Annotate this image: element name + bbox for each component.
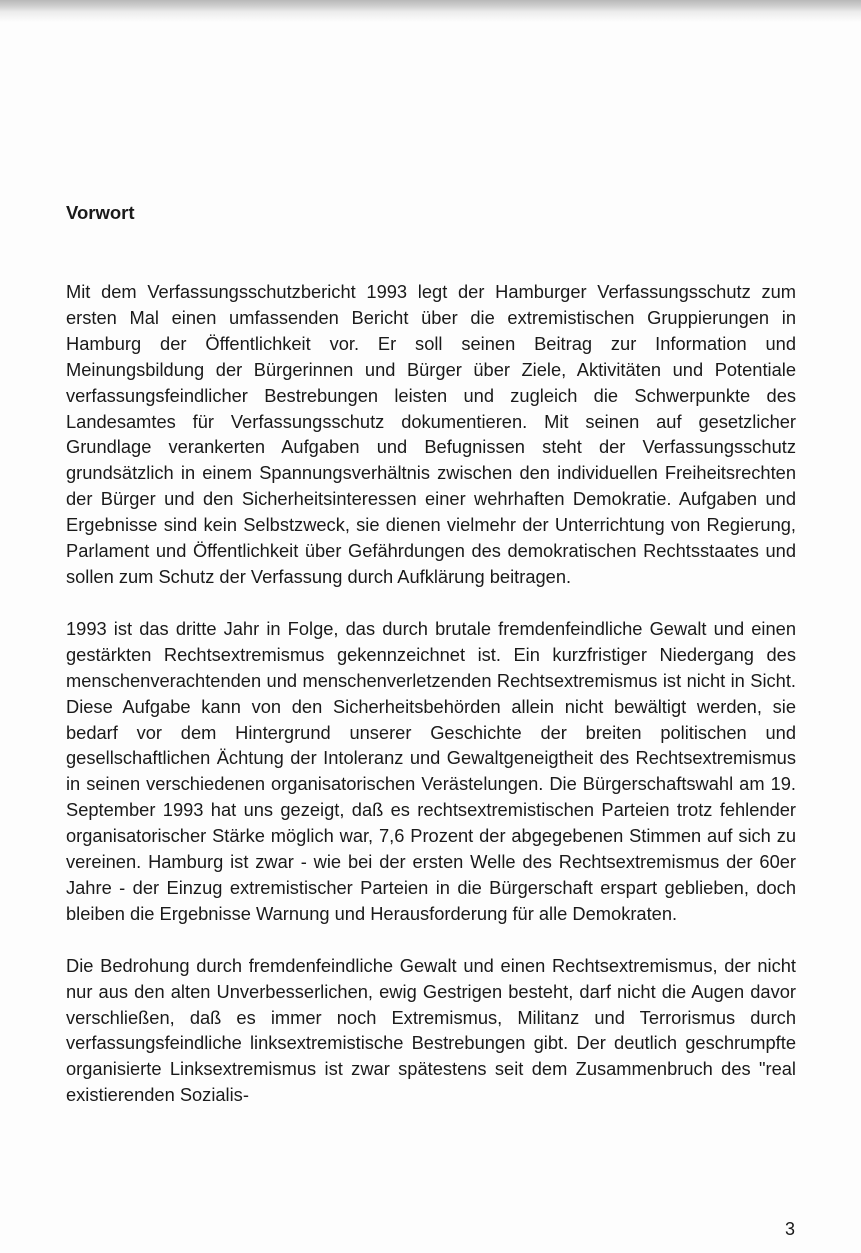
page-number: 3: [784, 1219, 795, 1239]
paragraph-3: Die Bedrohung durch fremdenfeindliche Gewalt und einen Rechtsextremismus, der nicht nur aus den alten Unverbesserlichen, ewig Gestrigen besteht, darf nicht die Augen davor verschließen, daß es immer noch Extremismus, Militanz und Terrorismus durch verfassungsfeindliche linksextremistische Bestrebungen gibt. Der deutlich geschrumpfte organisierte Linksextremismus ist zwar spätestens seit dem Zusammenbruch des "real existierenden Sozialis-: [66, 954, 796, 1106]
paragraph-2: 1993 ist das dritte Jahr in Folge, das durch brutale fremdenfeindliche Gewalt und einen gestärkten Rechtsextremismus gekennzeichnet ist. Ein kurzfristiger Niedergang des menschenverachtenden und menschenverletzenden Rechtsextremismus ist nicht in Sicht. Diese Aufgabe kann von den Sicherheitsbehörden allein nicht bewältigt werden, sie bedarf vor dem Hintergrund unserer Geschichte der breiten politischen und gesellschaftlichen Ächtung der Intoleranz und Gewaltgeneigtheit des Rechtsextremismus in seinen verschiedenen organisatorischen Verästelungen. Die Bürgerschaftswahl am 19. September 1993 hat uns gezeigt, daß es rechtsextremistischen Parteien trotz fehlender organisatorischer Stärke möglich war, 7,6 Prozent der abgegebenen Stimmen auf sich zu vereinen. Hamburg ist zwar - wie bei der ersten Welle des Rechtsextremismus der 60er Jahre - der Einzug extremistischer Parteien in die Bürgerschaft erspart geblieben, doch bleiben die Ergebnisse Warnung und Herausforderung für alle Demokraten.: [66, 617, 796, 924]
body-text: [66, 279, 796, 1134]
paragraph-1: Mit dem Verfassungsschutzbericht 1993 legt der Hamburger Verfassungsschutz zum ersten Mal einen umfassenden Bericht über die extremistischen Gruppierungen in Hamburg der Öffentlichkeit vor. Er soll seinen Beitrag zur Information und Meinungsbildung der Bürgerinnen und Bürger über Ziele, Aktivitäten und Potentiale verfassungsfeindlicher Bestrebungen leisten und zugleich die Schwerpunkte des Landesamtes für Verfassungsschutz dokumentieren. Mit seinen auf gesetzlicher Grundlage verankerten Aufgaben und Befugnissen steht der Verfassungsschutz grundsätzlich in einem Spannungsverhältnis zwischen den individuellen Freiheitsrechten der Bürger und den Sicherheitsinteressen einer wehrhaften Demokratie. Aufgaben und Ergebnisse sind kein Selbstzweck, sie dienen vielmehr der Unterrichtung von Regierung, Parlament und Öffentlichkeit über Gefährdungen des demokratischen Rechtsstaates und sollen zum Schutz der Verfassung durch Aufklärung beitragen.: [66, 281, 796, 587]
scan-top-edge: [0, 0, 861, 22]
section-heading: Vorwort: [66, 202, 135, 223]
